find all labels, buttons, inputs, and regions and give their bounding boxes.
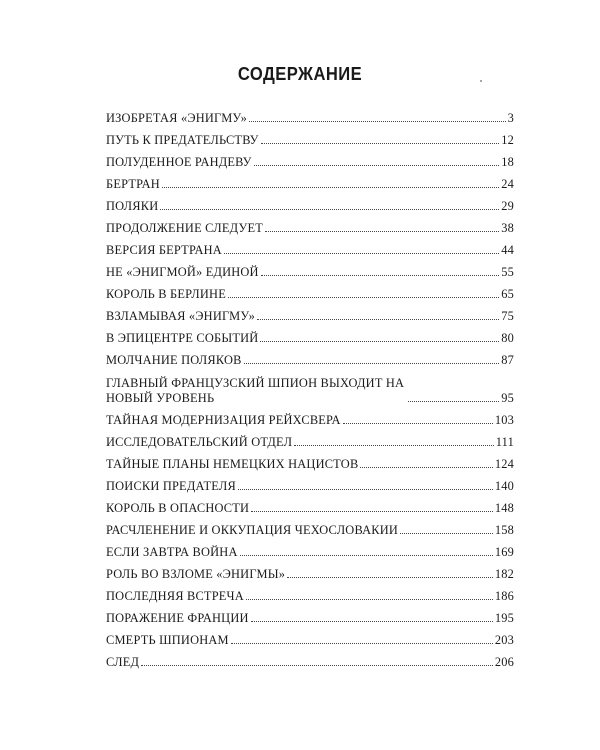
- toc-entry-page-number: 186: [494, 589, 514, 603]
- toc-entry[interactable]: [106, 258, 514, 280]
- toc-entry[interactable]: [106, 450, 514, 472]
- toc-entry-title: ПОРАЖЕНИЕ ФРАНЦИИ: [106, 611, 249, 625]
- toc-entry-page-number: 140: [494, 479, 514, 493]
- toc-entry-page-number: 103: [494, 413, 514, 427]
- toc-entry[interactable]: [106, 538, 514, 560]
- dot-leader: [246, 599, 493, 600]
- toc-entry[interactable]: [106, 626, 514, 648]
- toc-entry-title: ВЕРСИЯ БЕРТРАНА: [106, 243, 222, 257]
- toc-entry-title: НЕ «ЭНИГМОЙ» ЕДИНОЙ: [106, 265, 259, 279]
- toc-entry[interactable]: [106, 494, 514, 516]
- toc-entry-title: ТАЙНАЯ МОДЕРНИЗАЦИЯ РЕЙХСВЕРА: [106, 413, 341, 427]
- toc-entry-title: СМЕРТЬ ШПИОНАМ: [106, 633, 229, 647]
- toc-entry[interactable]: [106, 214, 514, 236]
- dot-leader: [224, 253, 499, 254]
- toc-entry[interactable]: [106, 148, 514, 170]
- toc-entry-title: ПУТЬ К ПРЕДАТЕЛЬСТВУ: [106, 133, 259, 147]
- toc-entry-page-number: 111: [495, 435, 514, 449]
- dot-leader: [228, 297, 499, 298]
- toc-entry-title: РАСЧЛЕНЕНИЕ И ОККУПАЦИЯ ЧЕХОСЛОВАКИИ: [106, 523, 399, 537]
- toc-entry-title: ГЛАВНЫЙ ФРАНЦУЗСКИЙ ШПИОН ВЫХОДИТ НА НОВЫЙ УРОВЕНЬ: [106, 376, 405, 405]
- toc-entry-page-number: 87: [501, 353, 514, 367]
- toc-entry[interactable]: [106, 126, 514, 148]
- dot-leader: [238, 489, 493, 490]
- toc-entry[interactable]: [106, 582, 514, 604]
- toc-entry-title: ПОИСКИ ПРЕДАТЕЛЯ: [106, 479, 236, 493]
- toc-entry-title: ЕСЛИ ЗАВТРА ВОЙНА: [106, 545, 238, 559]
- dot-leader: [160, 209, 499, 210]
- toc-entry[interactable]: [106, 170, 514, 192]
- toc-entry-title: ТАЙНЫЕ ПЛАНЫ НЕМЕЦКИХ НАЦИСТОВ: [106, 457, 359, 471]
- toc-entry-title: ИЗОБРЕТАЯ «ЭНИГМУ»: [106, 111, 248, 125]
- toc-entry-page-number: 44: [501, 243, 514, 257]
- dot-leader: [360, 467, 492, 468]
- toc-entry[interactable]: [106, 192, 514, 214]
- toc-entry-page-number: 169: [494, 545, 514, 559]
- toc-entry-page-number: 195: [494, 611, 514, 625]
- toc-entry-title: ИССЛЕДОВАТЕЛЬСКИЙ ОТДЕЛ: [106, 435, 293, 449]
- toc-entry-page-number: 65: [501, 287, 514, 301]
- toc-entry-page-number: 12: [501, 133, 514, 147]
- toc-entry-page-number: 182: [494, 567, 514, 581]
- toc-entry[interactable]: [106, 560, 514, 582]
- toc-entry[interactable]: [106, 324, 514, 346]
- toc-entry-page-number: 29: [501, 199, 514, 213]
- toc-entry-title: КОРОЛЬ В ОПАСНОСТИ: [106, 501, 250, 515]
- dot-leader: [162, 187, 499, 188]
- dot-leader: [261, 143, 500, 144]
- dot-leader: [254, 165, 500, 166]
- dot-leader: [251, 511, 493, 512]
- toc-entry[interactable]: [106, 368, 514, 406]
- dot-leader: [343, 423, 493, 424]
- dot-leader: [408, 401, 499, 402]
- toc-entry-page-number: 95: [501, 391, 514, 405]
- toc-entry[interactable]: [106, 516, 514, 538]
- toc-entry-title: СЛЕД: [106, 655, 140, 669]
- dot-leader: [251, 621, 493, 622]
- toc-entry-title: ПОЛЯКИ: [106, 199, 159, 213]
- toc-entry-page-number: 148: [494, 501, 514, 515]
- toc-entry-title: МОЛЧАНИЕ ПОЛЯКОВ: [106, 353, 242, 367]
- toc-entry[interactable]: [106, 428, 514, 450]
- toc-entry-title: ПОЛУДЕННОЕ РАНДЕВУ: [106, 155, 252, 169]
- toc-entry[interactable]: [106, 104, 514, 126]
- toc-entry[interactable]: [106, 236, 514, 258]
- dot-leader: [294, 445, 494, 446]
- dot-leader: [400, 533, 493, 534]
- table-of-contents: [106, 104, 514, 670]
- toc-entry-page-number: 55: [501, 265, 514, 279]
- dot-leader: [141, 665, 493, 666]
- toc-entry[interactable]: [106, 346, 514, 368]
- toc-entry-title: ПОСЛЕДНЯЯ ВСТРЕЧА: [106, 589, 244, 603]
- page-title: СОДЕРЖАНИЕ: [237, 64, 363, 84]
- toc-entry-page-number: 18: [501, 155, 514, 169]
- toc-entry-title: БЕРТРАН: [106, 177, 160, 191]
- dot-leader: [287, 577, 493, 578]
- dot-leader: [257, 319, 499, 320]
- toc-entry[interactable]: [106, 472, 514, 494]
- toc-entry[interactable]: [106, 280, 514, 302]
- toc-entry-title: ВЗЛАМЫВАЯ «ЭНИГМУ»: [106, 309, 255, 323]
- toc-entry[interactable]: [106, 406, 514, 428]
- dot-leader: [261, 275, 499, 276]
- dot-leader: [231, 643, 493, 644]
- dot-leader: [265, 231, 499, 232]
- toc-entry-page-number: 3: [507, 111, 514, 125]
- toc-entry[interactable]: [106, 302, 514, 324]
- toc-entry-title: КОРОЛЬ В БЕРЛИНЕ: [106, 287, 226, 301]
- dot-leader: [249, 121, 506, 122]
- toc-entry-page-number: 124: [494, 457, 514, 471]
- toc-entry[interactable]: [106, 604, 514, 626]
- toc-entry-page-number: 203: [494, 633, 514, 647]
- toc-entry-page-number: 24: [501, 177, 514, 191]
- toc-entry-page-number: 80: [501, 331, 514, 345]
- toc-entry-title: РОЛЬ ВО ВЗЛОМЕ «ЭНИГМЫ»: [106, 567, 286, 581]
- dot-leader: [240, 555, 493, 556]
- toc-entry[interactable]: [106, 648, 514, 670]
- toc-entry-title: ПРОДОЛЖЕНИЕ СЛЕДУЕТ: [106, 221, 263, 235]
- toc-entry-page-number: 75: [501, 309, 514, 323]
- toc-entry-title: В ЭПИЦЕНТРЕ СОБЫТИЙ: [106, 331, 259, 345]
- toc-entry-page-number: 38: [501, 221, 514, 235]
- dot-leader: [260, 341, 499, 342]
- dot-leader: [244, 363, 500, 364]
- toc-entry-page-number: 206: [494, 655, 514, 669]
- toc-entry-page-number: 158: [494, 523, 514, 537]
